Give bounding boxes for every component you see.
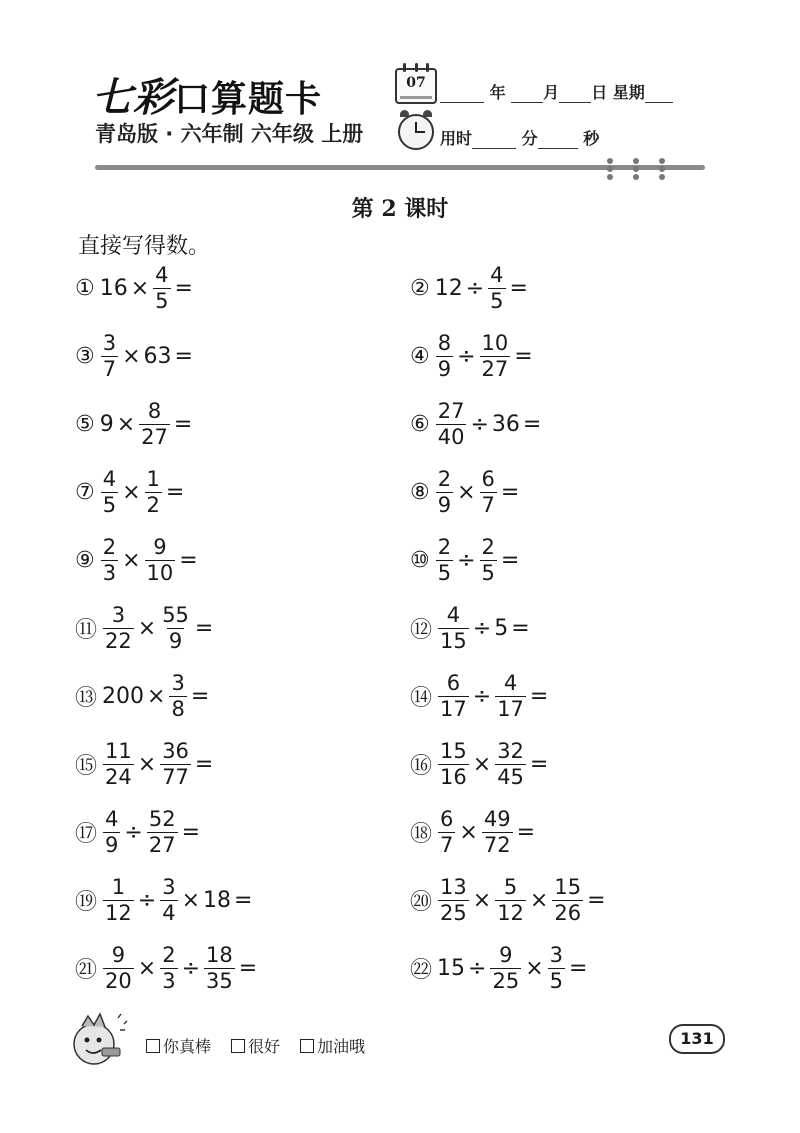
numerator: 4 xyxy=(490,262,504,287)
instruction-text: 直接写得数。 xyxy=(78,234,211,259)
number: 5 xyxy=(494,615,509,641)
problem-item xyxy=(410,462,521,522)
equals-sign: = xyxy=(181,819,200,845)
number: 200 xyxy=(102,683,145,709)
numerator: 52 xyxy=(148,806,176,831)
fraction xyxy=(103,806,120,857)
problem-number: ⑫ xyxy=(410,617,433,643)
problem-number: ⑬ xyxy=(75,685,98,711)
problem-number: ⑦ xyxy=(75,479,95,505)
operator: × xyxy=(130,275,150,301)
numerator: 13 xyxy=(440,874,467,899)
equals-sign: = xyxy=(194,615,214,641)
problem-item xyxy=(410,666,550,726)
equals-sign: = xyxy=(500,479,520,505)
year-blank[interactable] xyxy=(440,88,484,103)
operator: × xyxy=(181,887,200,913)
checkbox[interactable] xyxy=(300,1039,314,1053)
brand-title xyxy=(92,66,322,123)
equals-sign: = xyxy=(516,819,535,845)
equals-sign: = xyxy=(173,411,193,437)
denominator: 2 xyxy=(146,492,160,517)
denominator: 24 xyxy=(105,764,132,789)
problem-number: ⑥ xyxy=(410,411,430,437)
equals-sign: = xyxy=(190,683,210,709)
fraction xyxy=(103,602,134,653)
denominator: 5 xyxy=(155,288,169,313)
numerator: 4 xyxy=(446,602,461,627)
denominator: 35 xyxy=(206,968,233,993)
fraction xyxy=(438,874,469,925)
fraction xyxy=(169,670,186,721)
numerator: 1 xyxy=(111,874,126,899)
fraction xyxy=(160,874,177,925)
numerator: 1 xyxy=(146,466,160,491)
problem-item xyxy=(75,530,200,590)
denominator: 9 xyxy=(437,492,452,517)
numerator: 2 xyxy=(437,534,452,559)
denominator: 5 xyxy=(481,560,495,585)
denominator: 9 xyxy=(105,832,119,857)
numerator: 2 xyxy=(162,942,176,967)
equals-sign: = xyxy=(529,683,549,709)
weekday-blank[interactable] xyxy=(645,88,673,103)
fraction xyxy=(101,466,118,517)
number: 16 xyxy=(99,275,128,301)
equals-sign: = xyxy=(165,479,185,505)
problem-number: ⑮ xyxy=(75,753,98,779)
denominator: 27 xyxy=(141,424,168,449)
rating-label: 加油哦 xyxy=(317,1037,366,1056)
fraction xyxy=(160,738,191,789)
numerator: 15 xyxy=(554,874,582,899)
fraction xyxy=(480,330,511,381)
operator: × xyxy=(116,411,136,437)
fraction xyxy=(436,330,453,381)
fraction xyxy=(101,330,118,381)
numerator: 18 xyxy=(206,942,233,967)
denominator: 7 xyxy=(102,356,117,381)
operator: × xyxy=(137,955,157,981)
equals-sign: = xyxy=(587,887,606,913)
denominator: 7 xyxy=(481,492,495,517)
fraction xyxy=(147,806,178,857)
problem-number: ⑪ xyxy=(75,617,98,643)
operator: ÷ xyxy=(470,411,489,437)
problem-item xyxy=(75,734,215,794)
denominator: 5 xyxy=(490,288,504,313)
calendar-icon xyxy=(395,68,437,104)
problem-item xyxy=(410,258,530,318)
equals-sign: = xyxy=(238,955,258,981)
problem-number: ⑰ xyxy=(75,821,98,847)
denominator: 7 xyxy=(440,832,454,857)
number: 36 xyxy=(491,411,520,437)
denominator: 5 xyxy=(437,560,452,585)
numerator: 3 xyxy=(549,942,563,967)
problem-item xyxy=(75,326,195,386)
problem-number: ⑩ xyxy=(410,547,430,573)
problem-item xyxy=(410,734,550,794)
fraction xyxy=(488,262,505,313)
problem-number: ② xyxy=(410,275,430,301)
problem-item xyxy=(75,394,194,454)
fraction xyxy=(438,806,455,857)
divider-knob xyxy=(607,158,613,180)
month-blank[interactable] xyxy=(511,88,543,103)
number: 9 xyxy=(99,411,114,437)
operator: ÷ xyxy=(457,547,476,573)
problem-item xyxy=(410,598,532,658)
denominator: 4 xyxy=(162,900,176,925)
weekday-label: 星期 xyxy=(612,83,645,102)
header-divider xyxy=(95,165,705,170)
equals-sign: = xyxy=(194,751,214,777)
operator: × xyxy=(457,479,476,505)
problem-number: ⑲ xyxy=(75,889,98,915)
number: 18 xyxy=(203,887,231,913)
numerator: 36 xyxy=(162,738,189,763)
numerator: 4 xyxy=(503,670,518,695)
fraction xyxy=(438,670,469,721)
operator: × xyxy=(122,479,141,505)
brand-prefix: 七彩 xyxy=(92,74,174,121)
denominator: 8 xyxy=(171,696,185,721)
denominator: 27 xyxy=(148,832,176,857)
day-label: 日 xyxy=(591,83,608,102)
rating-option[interactable] xyxy=(300,1034,365,1057)
problem-item xyxy=(75,666,211,726)
problem-number: ⑳ xyxy=(410,889,433,915)
fraction xyxy=(480,466,497,517)
problem-item xyxy=(410,870,608,930)
day-blank[interactable] xyxy=(559,88,591,103)
denominator: 40 xyxy=(437,424,465,449)
alarm-clock-icon xyxy=(398,114,434,150)
fraction xyxy=(145,534,176,585)
numerator: 6 xyxy=(440,806,454,831)
denominator: 5 xyxy=(102,492,117,517)
date-fill-line xyxy=(440,80,673,103)
number: 63 xyxy=(143,343,172,369)
numerator: 9 xyxy=(111,942,126,967)
operator: ÷ xyxy=(468,955,487,981)
numerator: 3 xyxy=(102,330,117,355)
operator: × xyxy=(472,751,492,777)
numerator: 2 xyxy=(102,534,117,559)
fraction xyxy=(490,942,521,993)
numerator: 5 xyxy=(503,874,518,899)
numerator: 9 xyxy=(153,534,167,559)
equals-sign: = xyxy=(174,343,193,369)
numerator: 8 xyxy=(147,398,162,423)
denominator: 12 xyxy=(497,900,524,925)
fraction xyxy=(153,262,170,313)
denominator: 16 xyxy=(440,764,467,789)
numerator: 4 xyxy=(105,806,119,831)
rating-label: 你真棒 xyxy=(163,1037,212,1056)
numerator: 6 xyxy=(446,670,461,695)
fraction xyxy=(160,602,191,653)
denominator: 10 xyxy=(146,560,174,585)
problem-item xyxy=(410,394,543,454)
fraction xyxy=(145,466,162,517)
denominator: 3 xyxy=(102,560,117,585)
numerator: 49 xyxy=(483,806,511,831)
problem-item xyxy=(410,326,535,386)
rating-option[interactable] xyxy=(146,1034,211,1057)
numerator: 9 xyxy=(499,942,513,967)
equals-sign: = xyxy=(514,343,533,369)
equals-sign: = xyxy=(529,751,549,777)
fraction xyxy=(436,466,453,517)
fraction xyxy=(495,738,526,789)
month-label: 月 xyxy=(543,83,560,102)
numerator: 4 xyxy=(102,466,117,491)
fraction xyxy=(436,398,467,449)
problem-item xyxy=(410,802,537,862)
fraction xyxy=(103,738,134,789)
problem-number: ㉑ xyxy=(75,957,98,983)
denominator: 77 xyxy=(162,764,189,789)
numerator: 3 xyxy=(111,602,126,627)
problem-number: ⑭ xyxy=(410,685,433,711)
numerator: 27 xyxy=(437,398,465,423)
denominator: 12 xyxy=(105,900,132,925)
denominator: 45 xyxy=(497,764,524,789)
problem-item xyxy=(75,870,254,930)
fraction xyxy=(139,398,170,449)
numerator: 32 xyxy=(497,738,524,763)
calendar-number: 07 xyxy=(406,75,426,91)
fraction xyxy=(103,942,134,993)
operator: × xyxy=(459,819,478,845)
operator: ÷ xyxy=(472,615,492,641)
minutes-blank[interactable] xyxy=(472,134,516,149)
lesson-title: 第 2 课时 xyxy=(351,196,449,222)
problem-item xyxy=(410,938,589,998)
operator: ÷ xyxy=(124,819,143,845)
denominator: 27 xyxy=(481,356,509,381)
operator: ÷ xyxy=(457,343,476,369)
fraction xyxy=(438,602,469,653)
problem-number: ⑯ xyxy=(410,753,433,779)
fraction xyxy=(160,942,177,993)
operator: × xyxy=(529,887,549,913)
fraction xyxy=(480,534,497,585)
fraction xyxy=(482,806,513,857)
time-fill-line xyxy=(440,126,599,149)
numerator: 2 xyxy=(437,466,452,491)
operator: × xyxy=(137,751,157,777)
problem-number: ⑱ xyxy=(410,821,433,847)
divider-knob xyxy=(633,158,639,180)
equals-sign: = xyxy=(569,955,588,981)
operator: ÷ xyxy=(181,955,200,981)
equals-sign: = xyxy=(509,275,528,301)
fraction xyxy=(438,738,469,789)
fraction xyxy=(101,534,118,585)
equals-sign: = xyxy=(511,615,530,641)
equals-sign: = xyxy=(174,275,193,301)
operator: × xyxy=(472,887,492,913)
page-number: 131 xyxy=(669,1024,725,1054)
operator: ÷ xyxy=(472,683,492,709)
year-label: 年 xyxy=(489,83,506,102)
denominator: 3 xyxy=(162,968,176,993)
operator: × xyxy=(147,683,166,709)
problem-item xyxy=(75,938,259,998)
operator: × xyxy=(137,615,157,641)
numerator: 10 xyxy=(481,330,509,355)
fraction xyxy=(552,874,583,925)
operator: ÷ xyxy=(465,275,485,301)
fraction xyxy=(495,874,526,925)
problem-number: ⑨ xyxy=(75,547,95,573)
problem-item xyxy=(75,258,195,318)
fraction xyxy=(436,534,453,585)
problem-number: ③ xyxy=(75,343,95,369)
denominator: 15 xyxy=(440,628,467,653)
fraction xyxy=(103,874,134,925)
divider-knob xyxy=(659,158,665,180)
numerator: 6 xyxy=(481,466,495,491)
denominator: 17 xyxy=(440,696,467,721)
denominator: 9 xyxy=(437,356,452,381)
numerator: 4 xyxy=(155,262,169,287)
problem-number: ㉒ xyxy=(410,957,433,983)
problem-item xyxy=(75,802,202,862)
operator: × xyxy=(122,343,141,369)
self-rating xyxy=(146,1034,365,1057)
denominator: 20 xyxy=(105,968,132,993)
numerator: 11 xyxy=(105,738,132,763)
numerator: 3 xyxy=(162,874,176,899)
problem-item xyxy=(75,598,215,658)
numerator: 3 xyxy=(171,670,185,695)
numerator: 15 xyxy=(440,738,467,763)
edition-label: 青岛版 · 六年制 六年级 上册 xyxy=(95,122,364,146)
operator: × xyxy=(122,547,141,573)
brand-main: 口算题卡 xyxy=(174,78,323,120)
rating-option[interactable] xyxy=(231,1034,280,1057)
operator: ÷ xyxy=(137,887,157,913)
equals-sign: = xyxy=(522,411,542,437)
operator: × xyxy=(525,955,544,981)
denominator: 26 xyxy=(554,900,582,925)
numerator: 55 xyxy=(162,602,189,627)
numerator: 8 xyxy=(437,330,452,355)
seconds-blank[interactable] xyxy=(538,134,578,149)
denominator: 17 xyxy=(497,696,524,721)
problem-item xyxy=(75,462,186,522)
denominator: 25 xyxy=(440,900,467,925)
denominator: 5 xyxy=(549,968,563,993)
fraction xyxy=(548,942,565,993)
denominator: 25 xyxy=(492,968,520,993)
denominator: 72 xyxy=(483,832,511,857)
fraction xyxy=(204,942,235,993)
number: 15 xyxy=(437,955,466,981)
minutes-label: 分 xyxy=(521,129,538,148)
problem-item xyxy=(410,530,521,590)
denominator: 22 xyxy=(105,628,132,653)
equals-sign: = xyxy=(234,887,253,913)
denominator: 9 xyxy=(168,628,183,653)
checkbox[interactable] xyxy=(146,1039,160,1053)
cartoon-mascot-icon xyxy=(68,1008,128,1070)
checkbox[interactable] xyxy=(231,1039,245,1053)
equals-sign: = xyxy=(179,547,198,573)
equals-sign: = xyxy=(500,547,520,573)
number: 12 xyxy=(434,275,463,301)
problem-number: ① xyxy=(75,275,95,301)
rating-label: 很好 xyxy=(248,1037,281,1056)
problem-number: ⑤ xyxy=(75,411,95,437)
fraction xyxy=(495,670,526,721)
problem-number: ⑧ xyxy=(410,479,430,505)
seconds-label: 秒 xyxy=(583,129,600,148)
problem-number: ④ xyxy=(410,343,430,369)
numerator: 2 xyxy=(481,534,495,559)
time-used-label: 用时 xyxy=(440,129,473,148)
